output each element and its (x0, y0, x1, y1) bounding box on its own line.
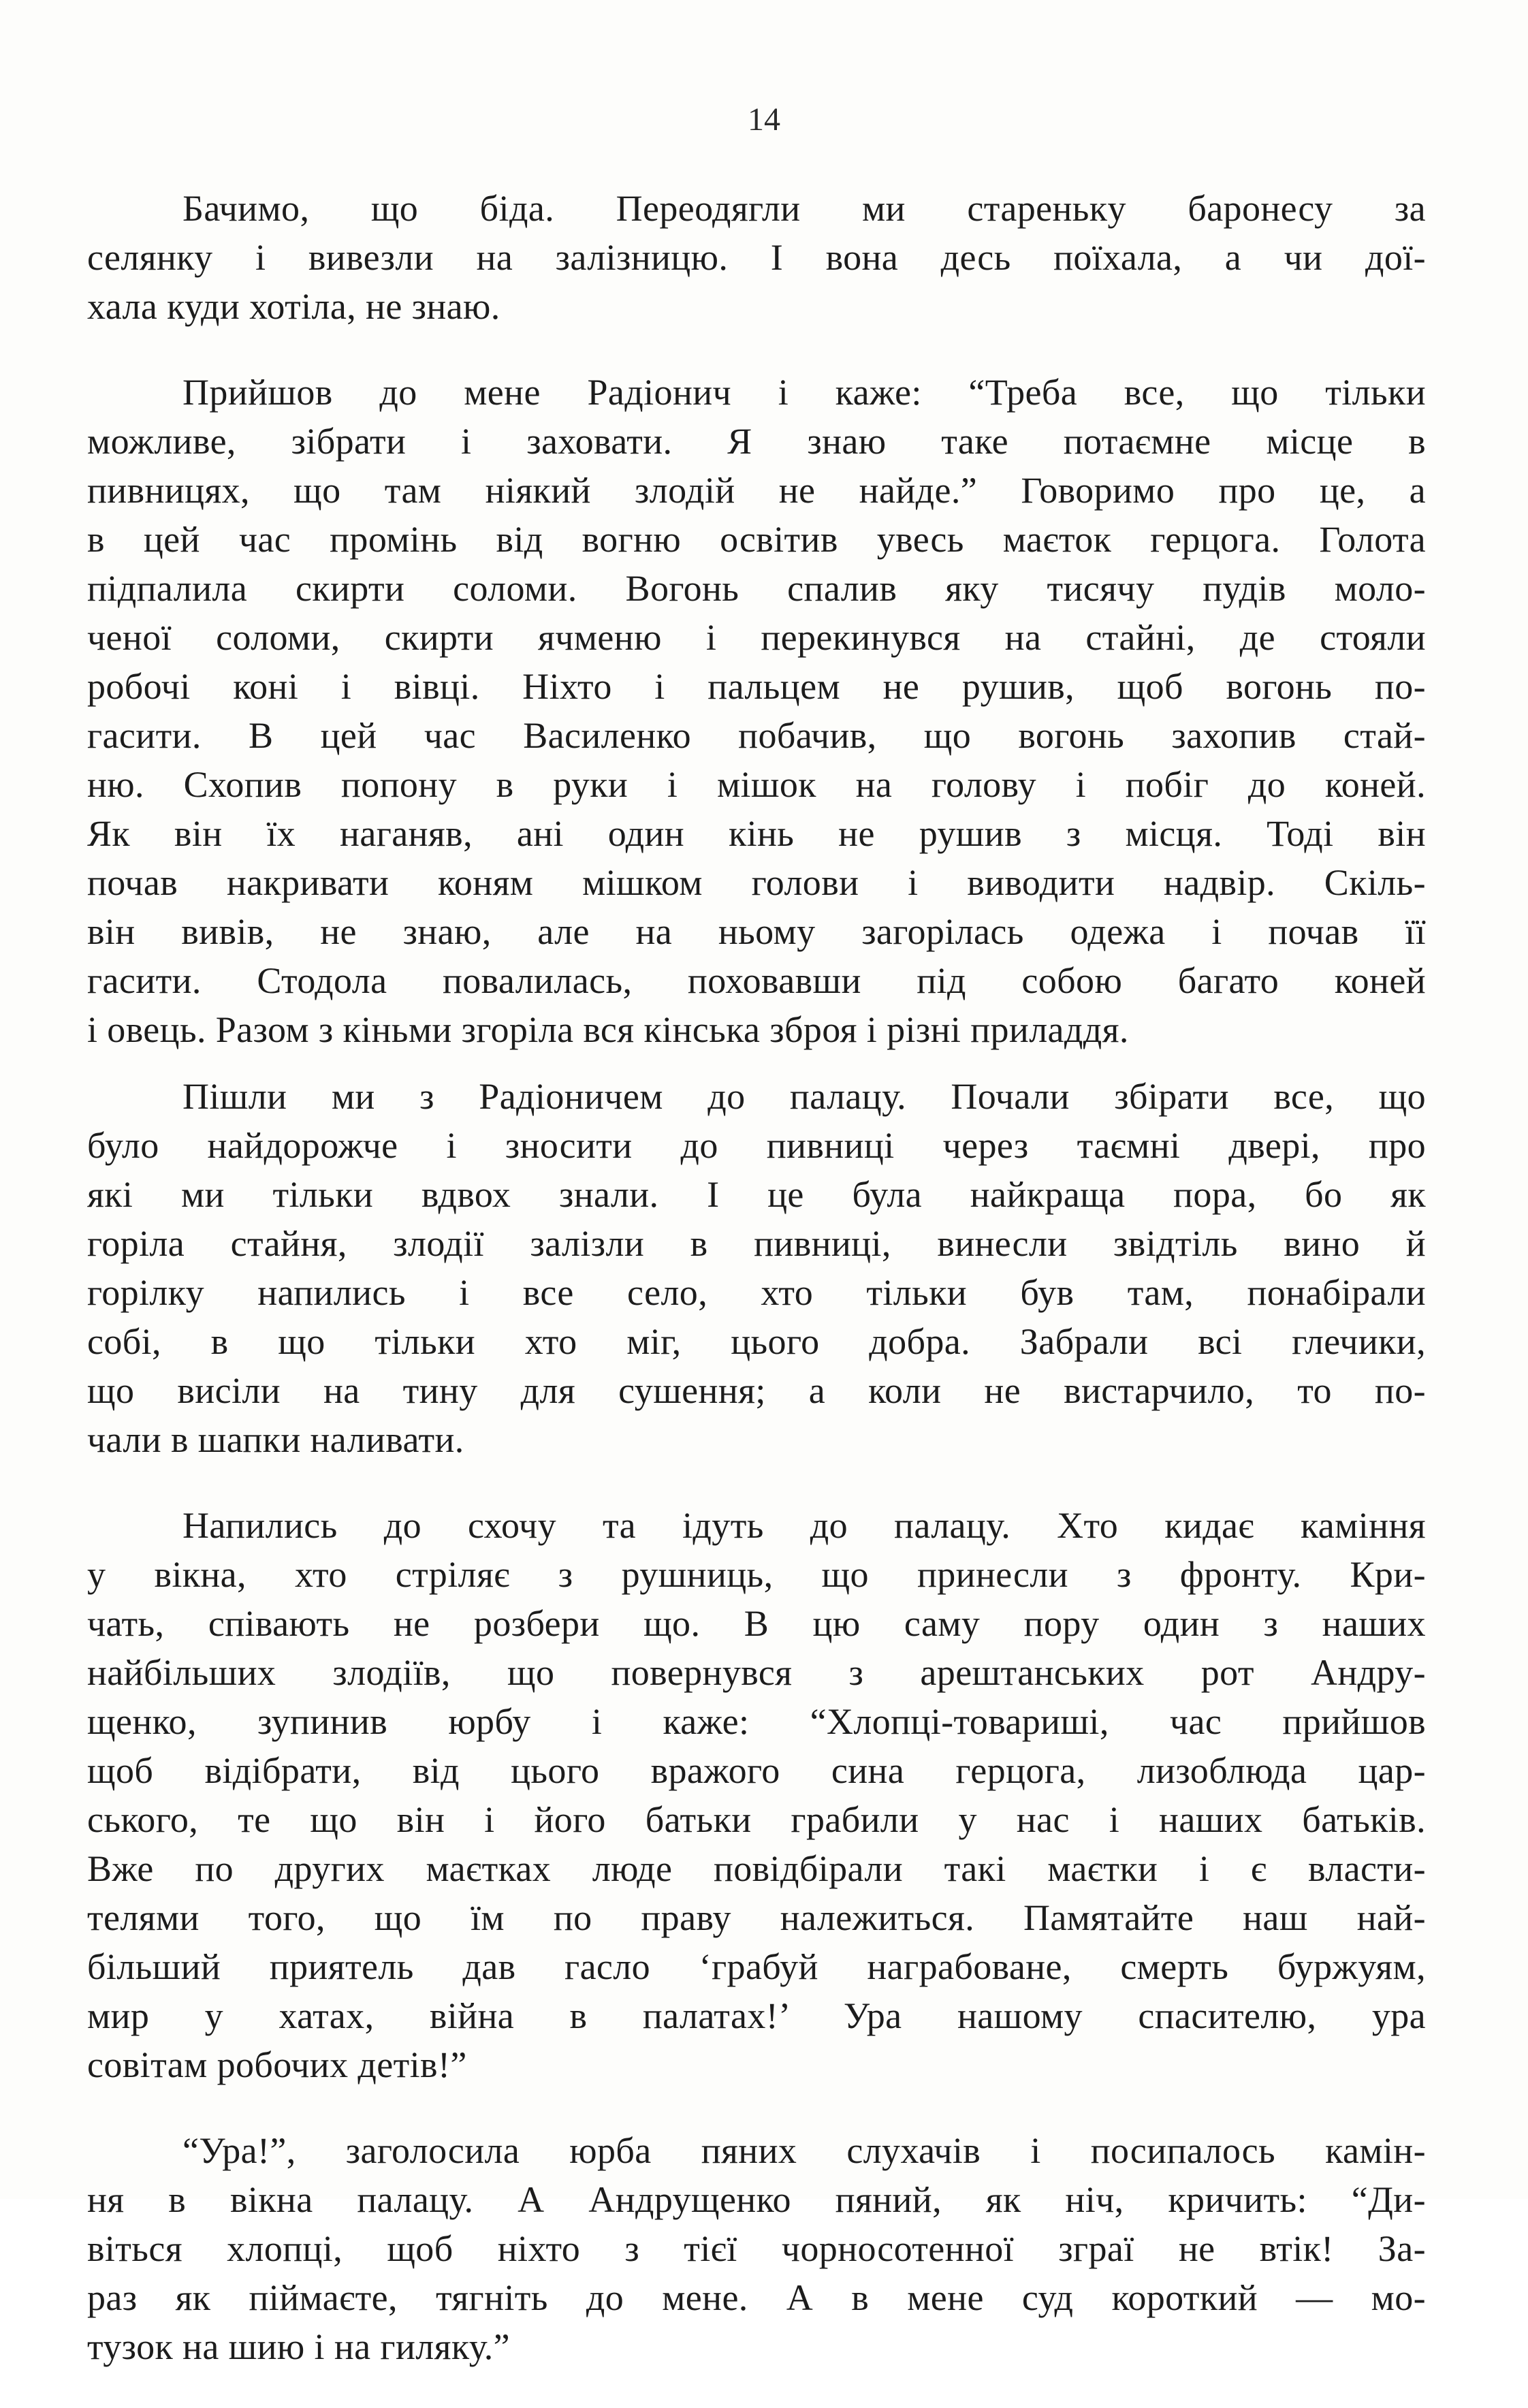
text-line: тузок на шию і на гиляку.” (87, 2326, 510, 2367)
text-line: гасити. В цей час Василенко побачив, що вогонь захопив стай- (87, 715, 1426, 756)
paragraph-5 (87, 2126, 1426, 2371)
text-line: гасити. Стодола повалилась, поховавши під собою багато коней (87, 960, 1426, 1001)
text-line: що висіли на тину для сушення; а коли не вистарчило, то по- (87, 1370, 1426, 1411)
text-line: горілку напились і все село, хто тільки був там, понабірали (87, 1272, 1426, 1313)
page-number: 14 (748, 101, 780, 138)
text-line: “Ура!”, заголосила юрба пяних слухачів і посипалось камін- (182, 2130, 1426, 2171)
text-line: у вікна, хто стріляє з рушниць, що принесли з фронту. Кри- (87, 1554, 1426, 1595)
text-line: більший приятель дав гасло ‘грабуй награбоване, смерть буржуям, (87, 1946, 1426, 1987)
text-line: і овець. Разом з кіньми згоріла вся кінська зброя і різні приладдя. (87, 1009, 1129, 1050)
text-line: Вже по других маєтках люде повідбірали такі маєтки і є власти- (87, 1848, 1426, 1889)
text-line: хала куди хотіла, не знаю. (87, 286, 500, 327)
paragraph-1 (87, 184, 1426, 331)
text-line: ського, те що він і його батьки грабили у нас і наших батьків. (87, 1799, 1426, 1840)
text-line: пивницях, що там ніякий злодій не найде.” Говоримо про це, а (87, 470, 1426, 511)
text-line: селянку і вивезли на залізницю. І вона десь поїхала, а чи доï- (87, 237, 1426, 278)
text-line: щоб відібрати, від цього вражого сина герцога, лизоблюда цар- (87, 1750, 1426, 1791)
text-line: телями того, що їм по праву належиться. Памятайте наш най- (87, 1897, 1426, 1938)
text-line: совітам робочих детів!” (87, 2044, 467, 2085)
text-line: чали в шапки наливати. (87, 1419, 464, 1460)
text-line: почав накривати коням мішком голови і виводити надвір. Скіль- (87, 862, 1426, 903)
text-line: Напились до схочу та ідуть до палацу. Хто кидає каміння (182, 1505, 1426, 1546)
text-line: собі, в що тільки хто міг, цього добра. Забрали всі глечики, (87, 1321, 1426, 1362)
text-line: Бачимо, що біда. Переодягли ми старенькy баронесу за (182, 188, 1426, 229)
text-line: найбільших злодіїв, що повернувся з арештанських рот Андру- (87, 1652, 1426, 1693)
text-line: підпалила скирти соломи. Вогонь спалив яку тисячу пудів моло- (87, 568, 1426, 609)
text-line: ня в вікна палацу. А Андрущенко пяний, як ніч, кричить: “Ди- (87, 2179, 1426, 2220)
text-line: щенко, зупинив юрбу і каже: “Хлопці-товариші, час прийшов (87, 1701, 1426, 1742)
text-line: мир у хатах, війна в палатах!’ Ура нашому спасителю, ура (87, 1995, 1426, 2036)
paragraph-2 (87, 368, 1426, 1054)
page-body (87, 184, 1426, 2408)
paragraph-4 (87, 1501, 1426, 2089)
text-line: раз як піймаєте, тягніть до мене. А в мене суд короткий — мо- (87, 2277, 1426, 2318)
text-line: горіла стайня, злодії залізли в пивниці, винесли звідтіль вино й (87, 1223, 1426, 1264)
text-line: було найдорожче і зносити до пивниці через таємні двері, про (87, 1125, 1426, 1166)
text-line: Прийшов до мене Радіонич і каже: “Треба все, що тільки (182, 372, 1426, 413)
text-line: віться хлопці, щоб ніхто з тієї чорносотенної зграї не втік! За- (87, 2228, 1426, 2269)
text-line: чать, співають не розбери що. В цю саму пору один з наших (87, 1603, 1426, 1644)
text-line: можливе, зібрати і заховати. Я знаю таке потаємне місце в (87, 421, 1426, 462)
paragraph-3 (87, 1072, 1426, 1464)
text-line: Як він їх наганяв, ані один кінь не рушив з місця. Тоді він (87, 813, 1426, 854)
text-line: Пішли ми з Радіоничем до палацу. Почали збірати все, що (182, 1076, 1426, 1117)
text-line: які ми тільки вдвох знали. І це була найкраща пора, бо як (87, 1174, 1426, 1215)
text-line: він вивів, не знаю, але на ньому загорілась одежа і почав її (87, 911, 1426, 952)
text-line: ню. Схопив попону в руки і мішок на голову і побіг до коней. (87, 764, 1426, 805)
text-line: ченої соломи, скирти ячменю і перекинувся на стайні, де стояли (87, 617, 1426, 658)
text-line: робочі коні і вівці. Ніхто і пальцем не рушив, щоб вогонь по- (87, 666, 1426, 707)
text-line: в цей час промінь від вогню освітив увесь маєток герцога. Голота (87, 519, 1426, 560)
